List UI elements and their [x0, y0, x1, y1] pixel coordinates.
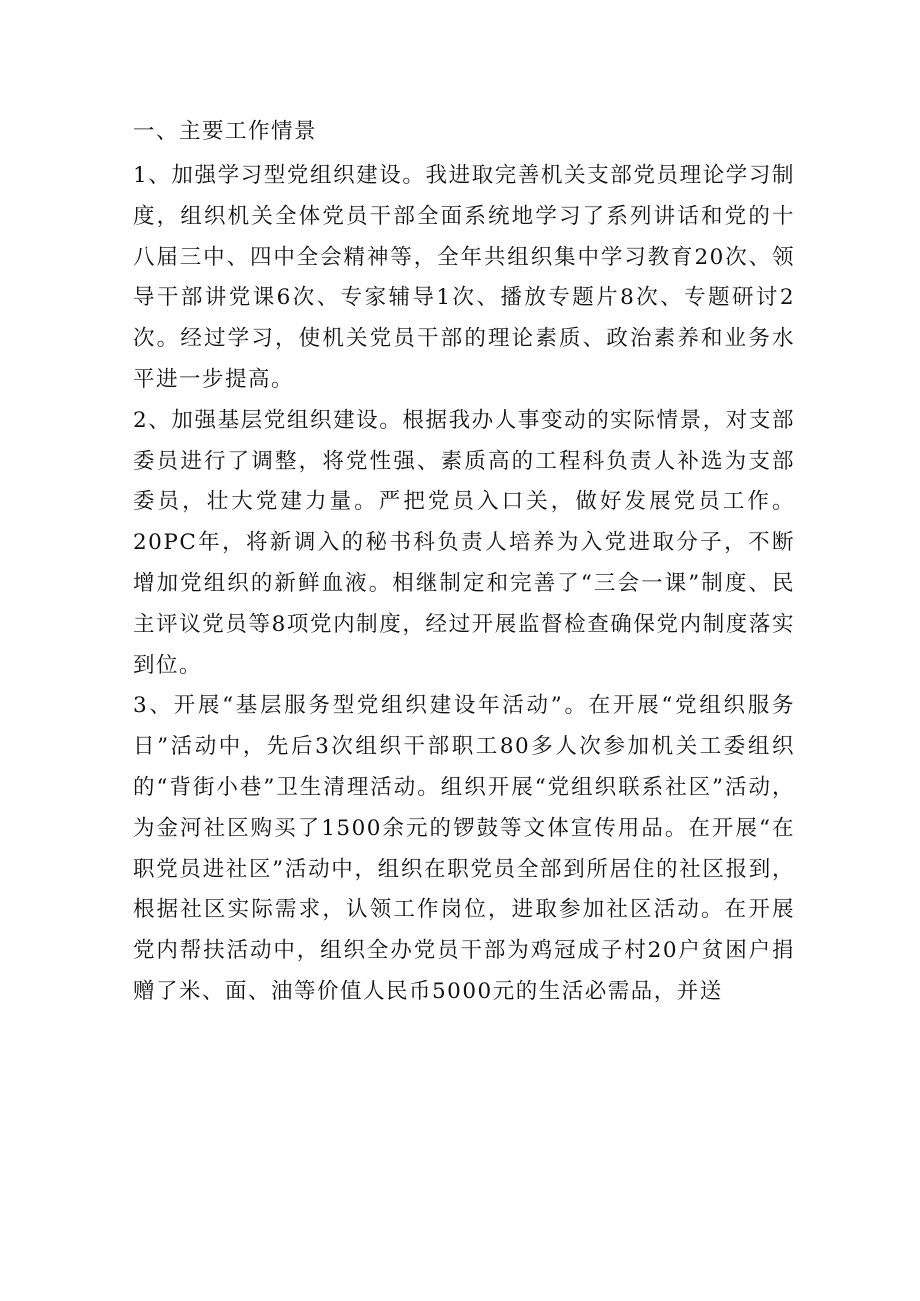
document-body	[133, 108, 795, 1013]
paragraph-grassroots-organization: 2、加强基层党组织建设。根据我办人事变动的实际情景，对支部委员进行了调整，将党性强、素质高的工程科负责人补选为支部委员，壮大党建力量。严把党员入口关，做好发展党员工作。20PC年，将新调入的秘书科负责人培养为入党进取分子，不断增加党组织的新鲜血液。相继制定和完善了“三会一课”制度、民主评议党员等8项党内制度，经过开展监督检查确保党内制度落实到位。	[133, 407, 795, 678]
paragraph-service-organization: 3、开展“基层服务型党组织建设年活动”。在开展“党组织服务日”活动中，先后3次组织干部职工80多人次参加机关工委组织的“背街小巷”卫生清理活动。组织开展“党组织联系社区”活动，为金河社区购买了1500余元的锣鼓等文体宣传用品。在开展“在职党员进社区”活动中，组织在职党员全部到所居住的社区报到，根据社区实际需求，认领工作岗位，进取参加社区活动。在开展党内帮扶活动中，组织全办党员干部为鸡冠成子村20户贫困户捐赠了米、面、油等价值人民币5000元的生活必需品，并送	[133, 693, 795, 1004]
section-heading: 一、主要工作情景	[133, 119, 318, 144]
paragraph-study-organization: 1、加强学习型党组织建设。我进取完善机关支部党员理论学习制度，组织机关全体党员干部全面系统地学习了系列讲话和党的十八届三中、四中全会精神等，全年共组织集中学习教育20次、领导干部讲党课6次、专家辅导1次、播放专题片8次、专题研讨2次。经过学习，使机关党员干部的理论素质、政治素养和业务水平进一步提高。	[133, 163, 795, 392]
